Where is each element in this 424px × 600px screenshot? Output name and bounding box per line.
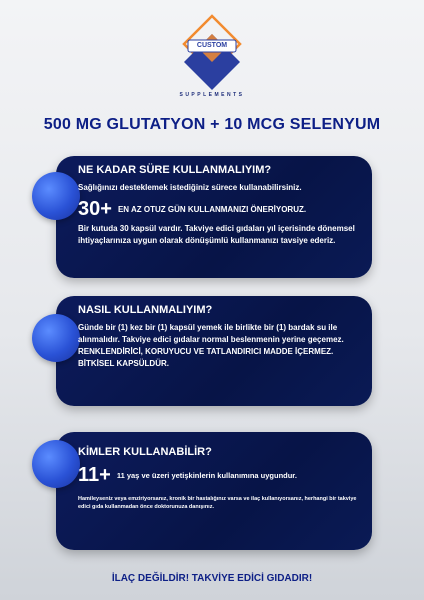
big-number: 11+ [78,464,111,486]
how-to-use-card [56,296,372,406]
brand-logo [170,14,254,90]
section-body: Günde bir (1) kez bir (1) kapsül yemek ile birlikte bir (1) bardak su ile alınmalıdır. Takviye edici gıdalar normal beslenmenin yerine geçemez. [78,323,344,344]
big-text: 11 yaş ve üzeri yetişkinlerin kullanımına uygundur. [116,471,297,480]
section-heading: NASIL KULLANMALIYIM? [78,304,213,316]
logo-tagline: SUPPLEMENTS [179,92,245,98]
bubble-icon [32,172,80,220]
big-text: EN AZ OTUZ GÜN KULLANMANIZI ÖNERİYORUZ. [117,205,307,214]
highlight-row [78,464,360,487]
bubble-icon [32,440,80,488]
who-can-use-card [56,432,372,550]
usage-duration-card [56,156,372,278]
section-intro: Sağlığınızı desteklemek istediğiniz sürece kullanabilirsiniz. [78,183,302,192]
footer-disclaimer: İLAÇ DEĞİLDİR! TAKVİYE EDİCİ GIDADIR! [111,573,313,584]
section-heading: KİMLER KULLANABİLİR? [78,446,212,458]
big-number: 30+ [78,198,112,220]
section-heading: NE KADAR SÜRE KULLANMALIYIM? [78,164,272,176]
highlight-row [78,198,360,221]
section-body: Bir kutuda 30 kapsül vardır. Takviye edici gıdaları yıl içerisinde dönemsel ihtiyaçlarınıza uygun olarak dönüşümlü kullanmanızı tavsiye ederiz. [78,224,355,245]
bubble-icon [32,314,80,362]
logo-word: CUSTOM [196,42,228,49]
product-title: 500 MG GLUTATYON + 10 MCG SELENYUM [43,116,381,133]
warning-small-print: Hamileyseniz veya emziriyorsanız, kronik bir hastalığınız varsa ve ilaç kullanıyorsanız, herhangi bir takviye edici gıda kullanmadan önce doktorunuza danışınız. [78,496,357,510]
section-note: RENKLENDİRİCİ, KORUYUCU VE TATLANDIRICI MADDE İÇERMEZ. BİTKİSEL KAPSÜLDÜR. [78,347,334,368]
